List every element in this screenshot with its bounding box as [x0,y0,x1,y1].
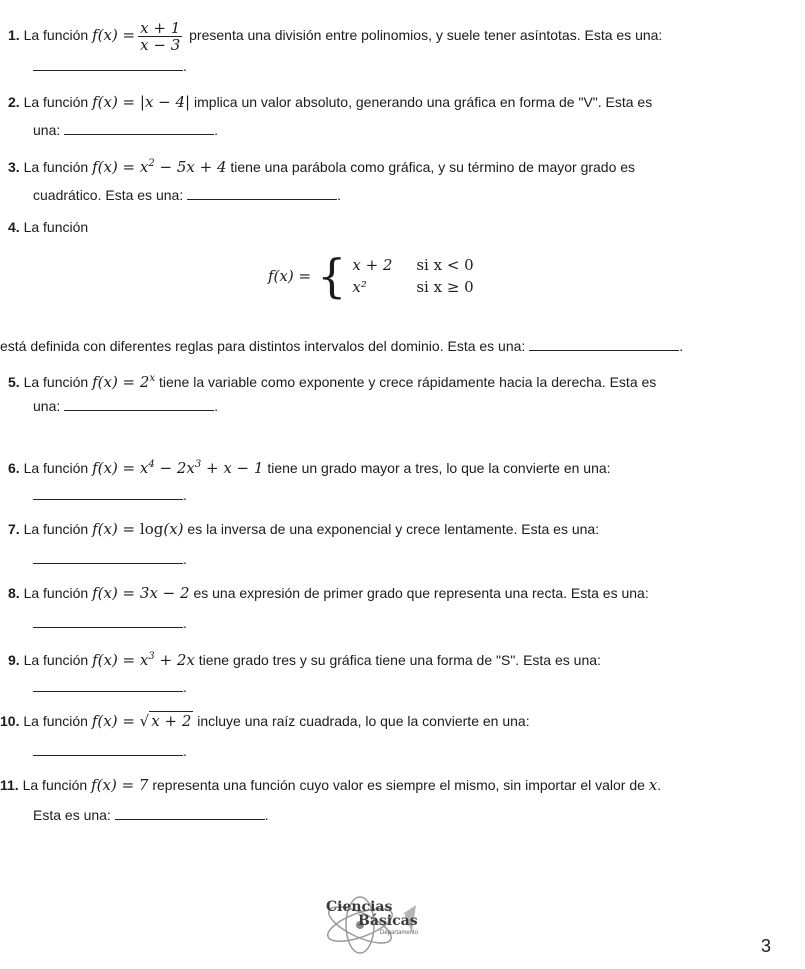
formula: $f(x) = 2^x$ [92,373,156,391]
answer-blank[interactable] [187,186,337,200]
answer-blank[interactable] [115,806,265,820]
formula: $f(x) = x^3 + 2x$ [92,651,195,669]
question-number: 1. [8,27,20,44]
fraction: $\frac{x + 1}{x - 3}$ [140,19,181,54]
answer-blank[interactable] [64,397,214,411]
formula: f(x) = 3x − 2 [92,584,190,602]
formula: f(x) = √ x + 2 [91,712,192,730]
question-text: presenta una división entre polinomios, y suele tener asíntotas. Esta es una: [189,27,663,44]
question-lead: La función [23,27,89,44]
formula: $f(x) = x^2 - 5x + 4$ [92,158,227,176]
ciencias-basicas-logo: Ciencias Básicas Departamento [320,893,440,955]
answer-blank[interactable] [33,57,183,71]
answer-blank[interactable] [64,121,214,135]
answer-blank[interactable] [33,742,183,756]
formula: f(x) = log(x) [92,520,184,538]
formula: f(x) = 7 [91,776,149,794]
answer-blank[interactable] [33,614,183,628]
answer-blank[interactable] [33,486,183,500]
answer-blank[interactable] [33,550,183,564]
formula: f(x) = |x − 4| [92,93,191,111]
answer-blank[interactable] [33,678,183,692]
formula: $f(x) = x^4 - 2x^3 + x - 1$ [92,459,264,477]
answer-blank[interactable] [529,337,679,351]
page-number: 3 [761,936,772,956]
formula: f(x) = [92,26,136,45]
piecewise-formula: f(x) = { x + 2 si x < 0 x² si x ≥ 0 [268,249,474,303]
